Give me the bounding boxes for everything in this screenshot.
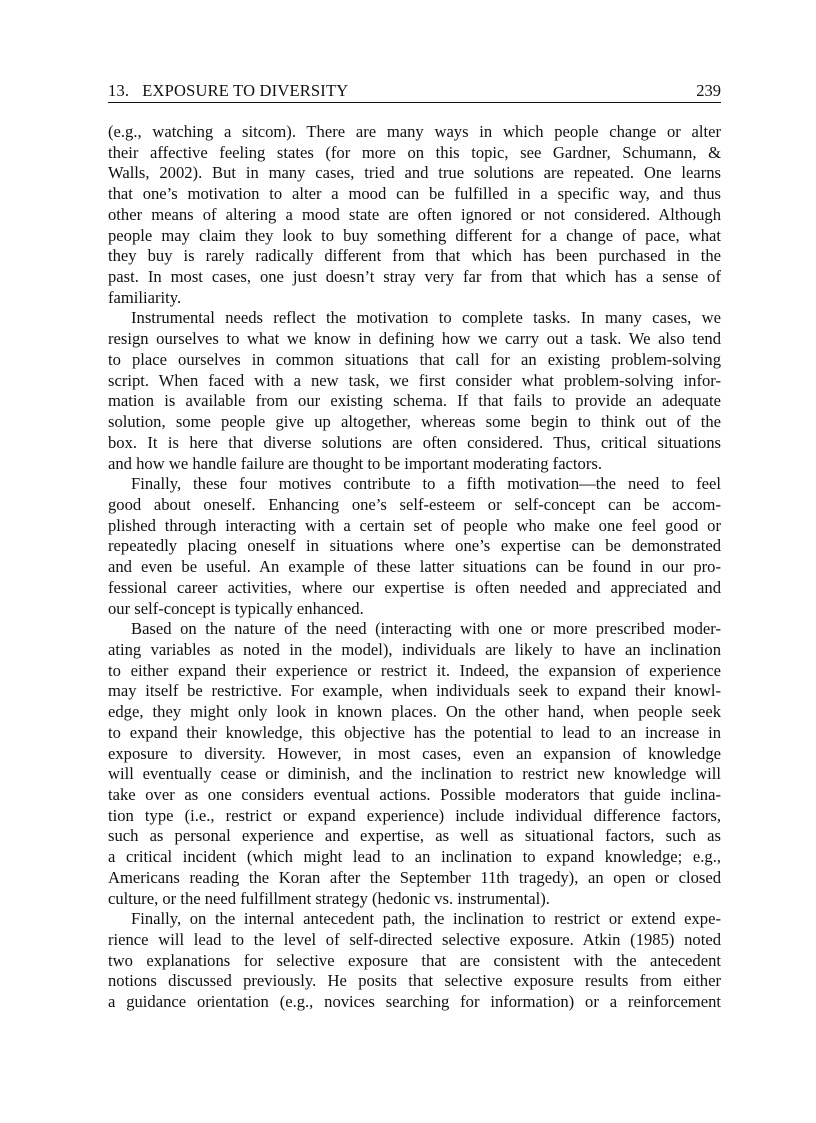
text-line: edge, they might only look in known places. On the other hand, when people seek: [108, 702, 721, 722]
text-line: box. It is here that diverse solutions are often considered. Thus, critical situations: [108, 432, 721, 452]
text-line: Finally, on the internal antecedent path, the inclination to restrict or extend expe-: [131, 909, 721, 929]
text-line: that one’s motivation to alter a mood can be fulfilled in a specific way, and thus: [108, 184, 721, 204]
text-line: they buy is rarely radically different from that which has been purchased in the: [108, 246, 721, 266]
page-number: 239: [696, 81, 721, 100]
text-line: to place ourselves in common situations that call for an existing problem-solving: [108, 349, 721, 369]
text-line: notions discussed previously. He posits that selective exposure results from either: [108, 971, 721, 991]
text-line: other means of altering a mood state are often ignored or not considered. Although: [108, 204, 721, 224]
body-text: [108, 122, 721, 1013]
text-line: tion type (i.e., restrict or expand experience) include individual difference factors,: [108, 805, 721, 825]
text-line: culture, or the need fulfillment strategy (hedonic vs. instrumental).: [108, 888, 550, 908]
text-line: solution, some people give up altogether, whereas some begin to think out of the: [108, 412, 721, 432]
paragraph: [108, 909, 721, 1013]
text-line: people may claim they look to buy something different for a change of pace, what: [108, 225, 721, 245]
paragraph: [108, 122, 721, 308]
paragraph: [108, 474, 721, 619]
text-line: to either expand their experience or restrict it. Indeed, the expansion of experience: [108, 660, 721, 680]
text-line: Instrumental needs reflect the motivation to complete tasks. In many cases, we: [131, 308, 721, 328]
text-line: may itself be restrictive. For example, when individuals seek to expand their knowl-: [108, 681, 721, 701]
text-line: Finally, these four motives contribute to a fifth motivation—the need to feel: [131, 474, 721, 494]
running-header: [108, 80, 721, 103]
text-line: will eventually cease or diminish, and the inclination to restrict new knowledge will: [108, 764, 721, 784]
text-line: and how we handle failure are thought to be important moderating factors.: [108, 453, 602, 473]
text-line: Based on the nature of the need (interacting with one or more prescribed moder-: [131, 619, 721, 639]
text-line: such as personal experience and expertise, as well as situational factors, such as: [108, 826, 721, 846]
text-line: take over as one considers eventual actions. Possible moderators that guide inclina-: [108, 785, 721, 804]
text-line: a guidance orientation (e.g., novices searching for information) or a reinforcement: [108, 992, 721, 1012]
text-line: past. In most cases, one just doesn’t stray very far from that which has a sense of: [108, 267, 721, 287]
text-line: plished through interacting with a certain set of people who make one feel good or: [108, 515, 721, 535]
text-line: mation is available from our existing schema. If that fails to provide an adequate: [108, 391, 721, 411]
text-line: their affective feeling states (for more on this topic, see Gardner, Schumann, &: [108, 142, 721, 162]
text-line: good about oneself. Enhancing one’s self-esteem or self-concept can be accom-: [108, 494, 721, 514]
text-line: our self-concept is typically enhanced.: [108, 598, 364, 618]
text-line: exposure to diversity. However, in most cases, even an expansion of knowledge: [108, 743, 721, 763]
paragraph: [108, 308, 721, 474]
text-line: familiarity.: [108, 287, 182, 307]
text-line: repeatedly placing oneself in situations where one’s expertise can be demonstrated: [108, 536, 721, 556]
text-line: rience will lead to the level of self-directed selective exposure. Atkin (1985) noted: [108, 930, 721, 950]
text-line: ating variables as noted in the model), individuals are likely to have an inclination: [108, 639, 721, 659]
text-line: to expand their knowledge, this objective has the potential to lead to an increase in: [108, 722, 721, 742]
text-line: fessional career activities, where our expertise is often needed and appreciated and: [108, 577, 721, 597]
text-line: Walls, 2002). But in many cases, tried and true solutions are repeated. One learns: [108, 163, 721, 183]
paragraph: [108, 619, 721, 909]
text-line: (e.g., watching a sitcom). There are many ways in which people change or alter: [108, 122, 721, 141]
text-line: script. When faced with a new task, we first consider what problem-solving infor-: [108, 370, 721, 390]
text-line: a critical incident (which might lead to an inclination to expand knowledge; e.g.,: [108, 847, 721, 867]
text-line: resign ourselves to what we know in defining how we carry out a task. We also tend: [108, 329, 721, 349]
text-line: Americans reading the Koran after the September 11th tragedy), an open or closed: [108, 867, 721, 887]
chapter-title: 13. EXPOSURE TO DIVERSITY: [108, 81, 349, 100]
text-line: two explanations for selective exposure that are consistent with the antecedent: [108, 950, 721, 970]
text-line: and even be useful. An example of these latter situations can be found in our pro-: [108, 557, 721, 577]
